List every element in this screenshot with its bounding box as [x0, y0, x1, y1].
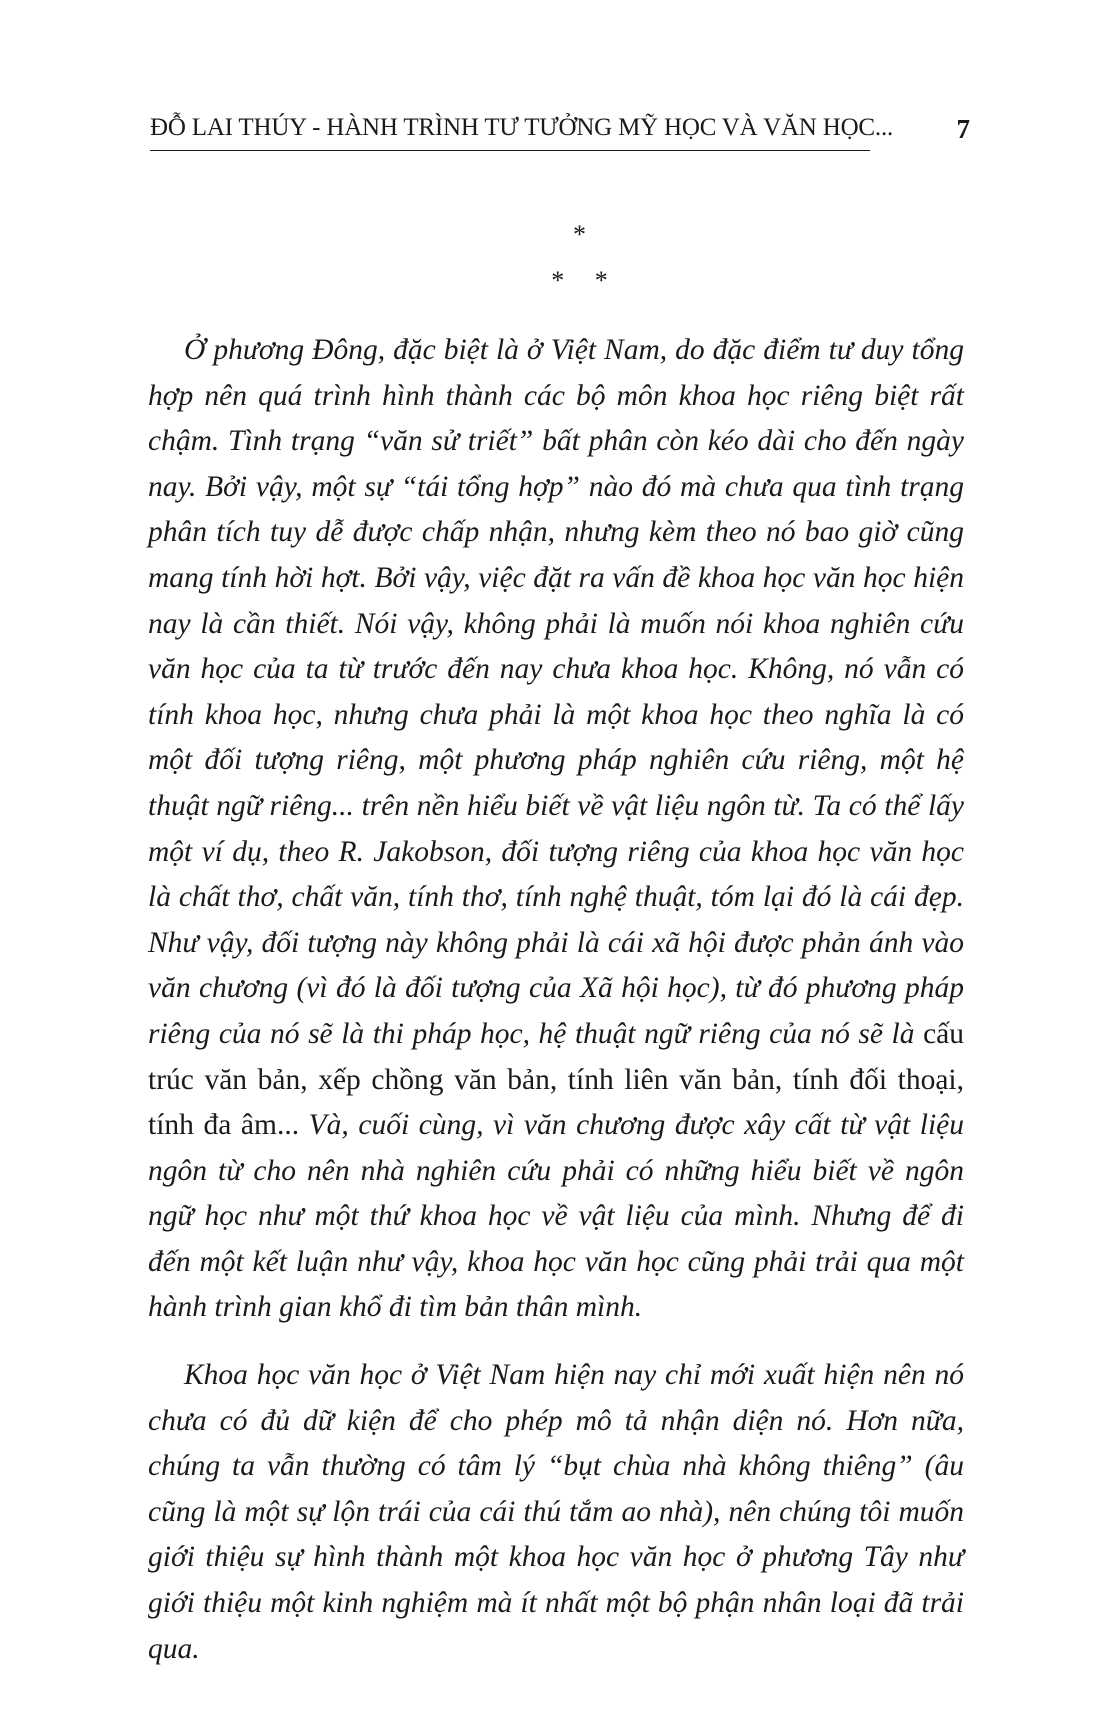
paragraph-2-text: Khoa học văn học ở Việt Nam hiện nay chỉ mới xuất hiện nên nó chưa có đủ dữ kiện để cho phép mô tả nhận diện nó. Hơn nữa, chúng ta vẫn thường có tâm lý “bụt chùa nhà không thiêng” (âu cũng là một sự lộn trái của cái thú tắm ao nhà), nên chúng tôi muốn giới thiệu sự hình thành một khoa học văn học ở phương Tây như giới thiệu một kinh nghiệm mà ít nhất một bộ phận nhân loại đã trải qua. [148, 1359, 964, 1665]
paragraph-1-text-b: cấu trúc văn bản, xếp chồng văn bản, tính liên văn bản, tính đối thoại, tính đa âm... [148, 1017, 964, 1142]
body-text [148, 328, 964, 1672]
page-number: 7 [956, 114, 970, 144]
paragraph-1-text-c: Và, cuối cùng, vì văn chương được xây cất từ vật liệu ngôn từ cho nên nhà nghiên cứu phải có những hiểu biết về ngôn ngữ học như một thứ khoa học về vật liệu của mình. Nhưng để đi đến một kết luận như vậy, khoa học văn học cũng phải trải qua một hành trình gian khổ đi tìm bản thân mình. [148, 1109, 964, 1324]
paragraph-2 [148, 1353, 964, 1672]
paragraph-1 [148, 328, 964, 1331]
header-underline [150, 150, 870, 151]
running-header-title: ĐỖ LAI THÚY - HÀNH TRÌNH TƯ TƯỞNG MỸ HỌC VÀ VĂN HỌC... [150, 114, 894, 141]
paragraph-1-text-a: Ở phương Đông, đặc biệt là ở Việt Nam, do đặc điểm tư duy tổng hợp nên quá trình hình thành các bộ môn khoa học riêng biệt rất chậm. Tình trạng “văn sử triết” bất phân còn kéo dài cho đến ngày nay. Bởi vậy, một sự “tái tổng hợp” nào đó mà chưa qua tình trạng phân tích tuy dễ được chấp nhận, nhưng kèm theo nó bao giờ cũng mang tính hời hợt. Bởi vậy, việc đặt ra vấn đề khoa học văn học hiện nay là cần thiết. Nói vậy, không phải là muốn nói khoa nghiên cứu văn học của ta từ trước đến nay chưa khoa học. Không, nó vẫn có tính khoa học, nhưng chưa phải là một khoa học theo nghĩa là có một đối tượng riêng, một phương pháp nghiên cứu riêng, một hệ thuật ngữ riêng... trên nền hiểu biết về vật liệu ngôn từ. Ta có thể lấy một ví dụ, theo R. Jakobson, đối tượng riêng của khoa học văn học là chất thơ, chất văn, tính thơ, tính nghệ thuật, tóm lại đó là cái đẹp. Như vậy, đối tượng này không phải là cái xã hội được phản ánh vào văn chương (vì đó là đối tượng của Xã hội học), từ đó phương pháp riêng của nó sẽ là thi pháp học, hệ thuật ngữ riêng của nó sẽ là [148, 334, 964, 1050]
section-separator-top: * [573, 220, 586, 249]
running-header [150, 110, 970, 150]
section-separator-bottom: * * [551, 266, 608, 295]
